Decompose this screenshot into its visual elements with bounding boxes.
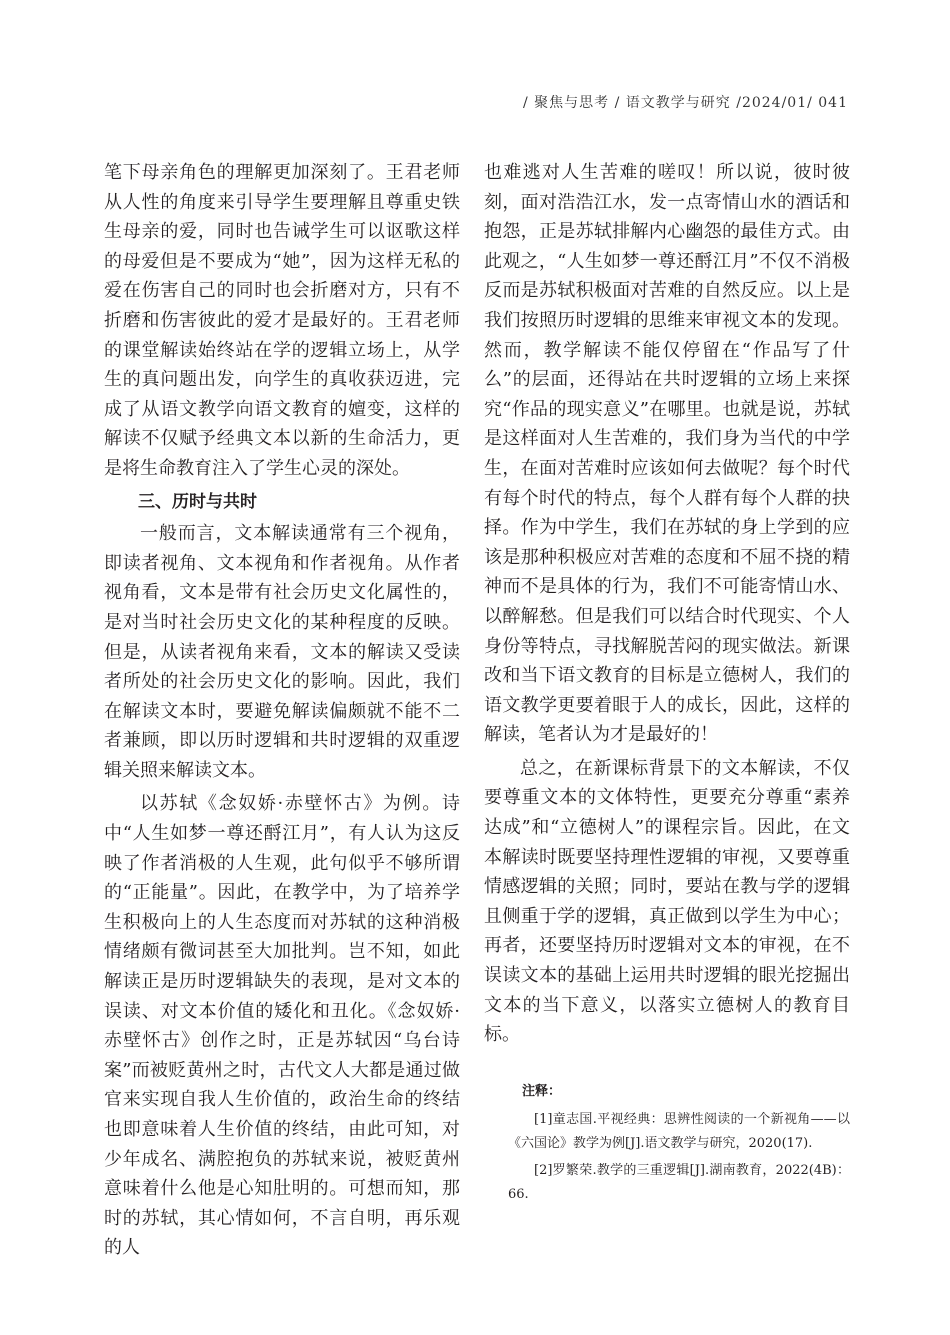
- running-header: / 聚焦与思考 / 语文教学与研究 /2024/01/ 041: [523, 95, 848, 111]
- body-paragraph: 以苏轼《念奴娇·赤壁怀古》为例。诗中“人生如梦一尊还酹江月”，有人认为这反映了作者消极的人生观，此句似乎不够所谓的“正能量”。因此，在教学中，为了培养学生积极向上的人生态度而对苏轼的这种消极情绪颇有微词甚至大加批判。岂不知，如此解读正是历时逻辑缺失的表现，是对文本的误读、对文本价值的矮化和丑化。《念奴娇·赤壁怀古》创作之时，正是苏轼因“乌台诗案”而被贬黄州之时，古代文人大都是通过做官来实现自我人生价值的，政治生命的终结也即意味着人生价值的终结，由此可知，对少年成名、满腔抱负的苏轼来说，被贬黄州意味着什么他是心知肚明的。可想而知，那时的苏轼，其心情如何，不言自明，再乐观的人: [104, 793, 460, 1259]
- body-paragraph: 总之，在新课标背景下的文本解读，不仅要尊重文本的文体特性，更要充分尊重“素养达成”和“立德树人”的课程宗旨。因此，在文本解读时既要坚持理性逻辑的审视，又要尊重情感逻辑的关照；同时，要站在教与学的逻辑且侧重于学的逻辑，真正做到以学生为中心；再者，还要坚持历时逻辑对文本的审视，在不误读文本的基础上运用共时逻辑的眼光挖掘出文本的当下意义，以落实立德树人的教育目标。: [484, 757, 850, 1046]
- body-paragraph: 也难逃对人生苦难的嗟叹！所以说，彼时彼刻，面对浩浩江水，发一点寄情山水的酒话和抱怨，正是苏轼排解内心幽怨的最佳方式。由此观之，“人生如梦一尊还酹江月”不仅不消极反而是苏轼积极面对苦难的自然反应。以上是我们按照历时逻辑的思维来审视文本的发现。然而，教学解读不能仅停留在“作品写了什么”的层面，还得站在共时逻辑的立场上来探究“作品的现实意义”在哪里。也就是说，苏轼是这样面对人生苦难的，我们身为当代的中学生，在面对苦难时应该如何去做呢？每个时代有每个时代的特点，每个人群有每个人群的抉择。作为中学生，我们在苏轼的身上学到的应该是那种积极应对苦难的态度和不屈不挠的精神而不是具体的行为，我们不可能寄情山水、以醉解愁。但是我们可以结合时代现实、个人身份等特点，寻找解脱苦闷的现实做法。新课改和当下语文教育的目标是立德树人，我们的语文教学更要着眼于人的成长，因此，这样的解读，笔者认为才是最好的！: [484, 162, 850, 746]
- right-column: [484, 158, 850, 1054]
- footnote-item: [2]罗繁荣.教学的三重逻辑[J].湖南教育，2022(4B)：66.: [508, 1163, 850, 1202]
- footnote-item: [1]童志国.平视经典：思辨性阅读的一个新视角——以《六国论》教学为例[J].语文教学与研究，2020(17).: [508, 1112, 850, 1151]
- footnotes: [508, 1080, 850, 1210]
- body-paragraph: 笔下母亲角色的理解更加深刻了。王君老师从人性的角度来引导学生要理解且尊重史铁生母亲的爱，同时也告诫学生可以讴歌这样的母爱但是不要成为“她”，因为这样无私的爱在伤害自己的同时也会折磨对方，只有不折磨和伤害彼此的爱才是最好的。王君老师的课堂解读始终站在学的逻辑立场上，从学生的真问题出发，向学生的真收获迈进，完成了从语文教学向语文教育的嬗变，这样的解读不仅赋予经典文本以新的生命活力，更是将生命教育注入了学生心灵的深处。: [104, 162, 460, 479]
- section-heading: 三、历时与共时: [138, 491, 257, 512]
- footnotes-title: 注释：: [522, 1084, 562, 1099]
- left-column: [104, 158, 460, 1267]
- body-paragraph: 一般而言，文本解读通常有三个视角，即读者视角、文本视角和作者视角。从作者视角看，文本是带有社会历史文化属性的，是对当时社会历史文化的某种程度的反映。但是，从读者视角来看，文本的解读又受读者所处的社会历史文化的影响。因此，我们在解读文本时，要避免解读偏颇就不能不二者兼顾，即以历时逻辑和共时逻辑的双重逻辑关照来解读文本。: [104, 523, 460, 781]
